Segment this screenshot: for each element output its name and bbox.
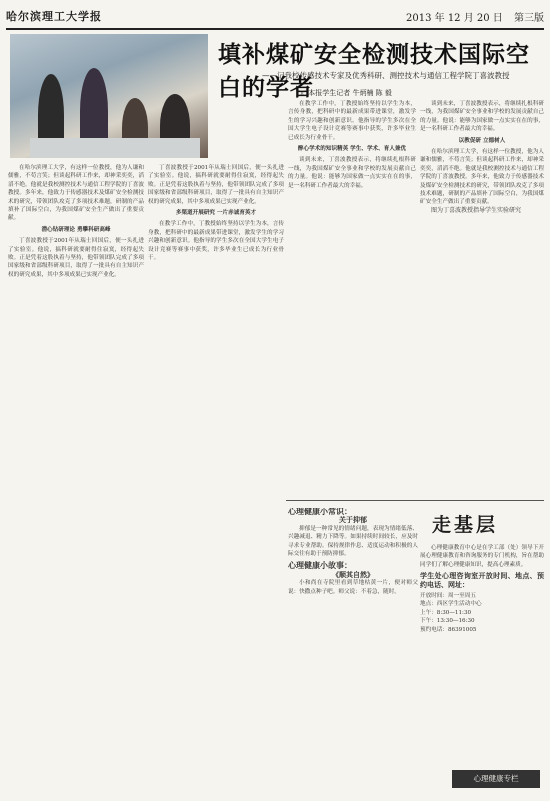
notice-column: [420, 544, 544, 766]
notice-line: 开放时间：周一至周五: [420, 593, 476, 600]
column-1-text: 在哈尔滨理工大学，有这样一位教授，他为人谦和儒雅，不苟言笑；但谈起科研工作来，却神采奕奕，滔滔不绝。他就是我校测控技术与通信工程学院的丁喜波教授。多年来，他致力于传感器技术及煤矿安全检测技术的研究，带领团队攻克了多项技术难题，研制的产品填补了国际空白，为我国煤矿安全生产做出了重要贡献。: [8, 165, 144, 222]
article-column-2: [148, 164, 284, 790]
article-column-4: [420, 100, 544, 494]
notice-title: 学生处心理咨询室开放时间、地点、预约电话、网址：: [420, 572, 544, 589]
column-3-text: 在教学工作中，丁教授始终坚持以学生为本，言传身教，把科研中的最新成果带进课堂，激发学生的学习兴趣和创新意识。他指导的学生多次在全国大学生电子设计竞赛等赛事中获奖，许多毕业生已成长为行业骨干。: [288, 101, 416, 141]
column-4-text: 谈到未来，丁喜波教授表示，将继续扎根科研一线，为我国煤矿安全事业和学校的发展贡献自己的力量。他说：能够为国家做一点实实在在的事，是一名科研工作者最大的幸福。: [420, 101, 544, 133]
column-badge: 心理健康专栏: [452, 770, 540, 788]
story-text: 小和尚在寺院里看到草地枯黄一片，便对师父说：快撒点种子吧。师父说：不着急，随时。: [288, 580, 418, 595]
column-2-text-2: 在教学工作中，丁教授始终坚持以学生为本，言传身教，把科研中的最新成果带进课堂，激发学生的学习兴趣和创新意识。他指导的学生多次在全国大学生电子设计竞赛等赛事中获奖，许多毕业生已成长为行业骨干。: [148, 221, 284, 262]
psych-title: 心理健康小常识：: [288, 508, 352, 516]
psych-subtitle: 关于抑郁: [339, 515, 367, 525]
section-heading-3: 醉心学术的知识精英 学生、学术、育人兼优: [297, 146, 407, 153]
lab-photo: [10, 34, 208, 158]
article-column-1: [8, 164, 144, 790]
column-3-text-2: 谈到未来，丁喜波教授表示，将继续扎根科研一线，为我国煤矿安全事业和学校的发展贡献自己的力量。他说：能够为国家做一点实实在在的事，是一名科研工作者最大的幸福。: [288, 157, 416, 189]
notice-line: 预约电话：86391005: [420, 626, 477, 633]
story-subtitle: 《顺其自然》: [332, 569, 374, 579]
issue-date-page: [406, 9, 544, 24]
psych-text: 抑郁是一种常见的情绪问题，表现为情绪低落、兴趣减退、精力下降等。如果持续时间较长，应及时寻求专业帮助。保持规律作息、适度运动和积极的人际交往有助于预防抑郁。: [288, 525, 418, 558]
section-title: 走基层: [432, 514, 499, 536]
issue-date: 2013 年 12 月 20 日: [406, 13, 503, 24]
story-title: 心理健康小故事：: [288, 561, 352, 571]
notice-line: 地点：西区学生活动中心: [420, 601, 482, 608]
article-byline: ○○本报学生记者 牛炳楠 陈 毅: [296, 89, 392, 97]
section-heading-2: 多渠道开展研究 一片赤诚育英才: [175, 210, 257, 217]
psych-column: [288, 508, 418, 790]
article-title: 填补煤矿安全检测技术国际空白的学者: [218, 42, 530, 101]
notice-line: 下午：13:30—16:30: [420, 618, 475, 625]
page-number: 第三版: [514, 13, 544, 24]
notice-line: 上午：8:30—11:30: [420, 609, 472, 616]
notice-text: 心理健康教育中心是在学工部（处）领导下开展心理健康教育和咨询服务的专门机构，旨在帮助同学们了解心理健康知识，提高心理素质。: [420, 545, 544, 568]
photo-caption: 图为丁喜波教授指导学生实验研究: [431, 206, 522, 214]
masthead: [6, 6, 544, 30]
section-divider: [286, 500, 544, 501]
column-1-text-2: 丁喜波教授于2001年从瑞士回国后，便一头扎进了实验室。他说，搞科研就要耐得住寂寞，经得起失败。正是凭着这股执着与坚持，他带领团队完成了多项国家级和省部级科研项目，取得了一批具有自主知识产权的研究成果，其中多项成果已实现产业化。: [8, 238, 144, 278]
newspaper-name: 哈尔滨理工大学报: [6, 10, 102, 23]
column-4-text-2: 在哈尔滨理工大学，有这样一位教授，他为人谦和儒雅，不苟言笑；但谈起科研工作来，却神采奕奕，滔滔不绝。他就是我校测控技术与通信工程学院的丁喜波教授。多年来，他致力于传感器技术及煤矿安全检测技术的研究，带领团队攻克了多项技术难题，研制的产品填补了国际空白，为我国煤矿安全生产做出了重要贡献。: [420, 149, 544, 206]
article-subtitle: ——记我校传感技术专家及优秀科研、测控技术与通信工程学院丁喜波教授: [262, 71, 510, 80]
section-heading-1: 潜心钻研理论 勇攀科研高峰: [41, 226, 111, 233]
section-heading-4: 以教促研 立德树人: [458, 137, 506, 144]
column-2-text: 丁喜波教授于2001年从瑞士回国后，便一头扎进了实验室。他说，搞科研就要耐得住寂寞，经得起失败。正是凭着这股执着与坚持，他带领团队完成了多项国家级和省部级科研项目，取得了一批具有自主知识产权的研究成果，其中多项成果已实现产业化。: [148, 165, 284, 205]
